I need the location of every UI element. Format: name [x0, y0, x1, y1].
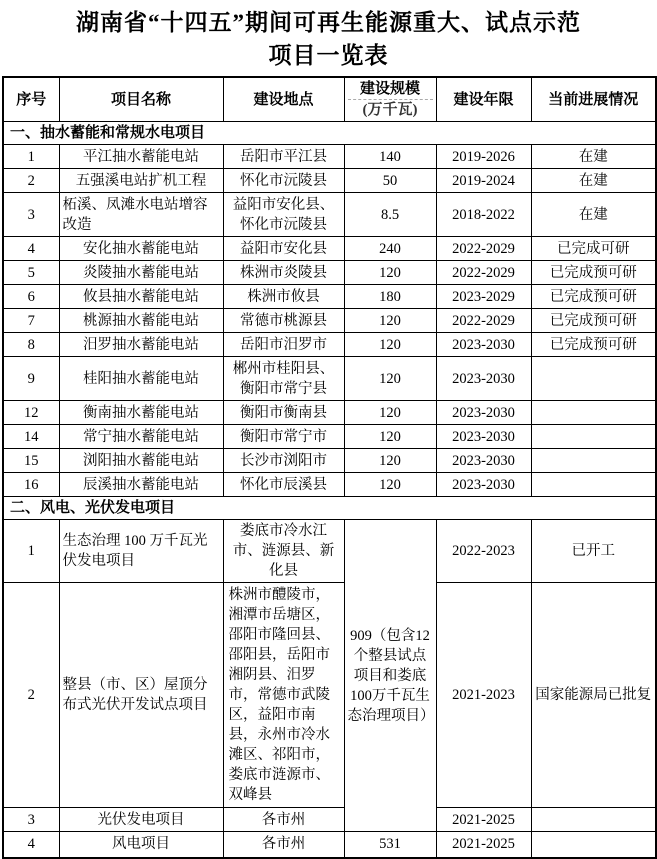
cell-years: 2023-2030: [436, 425, 531, 449]
cell-scale: 240: [344, 237, 436, 261]
cell-name: 光伏发电项目: [59, 808, 223, 832]
cell-progress: [531, 357, 656, 401]
cell-name: 安化抽水蓄能电站: [59, 237, 223, 261]
cell-location: 怀化市辰溪县: [223, 473, 344, 497]
cell-scale: 120: [344, 261, 436, 285]
cell-progress: 在建: [531, 145, 656, 169]
cell-years: 2023-2029: [436, 285, 531, 309]
cell-scale: 140: [344, 145, 436, 169]
cell-progress: [531, 808, 656, 832]
table-row: [3, 401, 656, 425]
col-header-scale-unit: (万千瓦): [348, 99, 433, 120]
cell-scale: 120: [344, 333, 436, 357]
cell-name: 五强溪电站扩机工程: [59, 169, 223, 193]
cell-name: 浏阳抽水蓄能电站: [59, 449, 223, 473]
cell-name: 炎陵抽水蓄能电站: [59, 261, 223, 285]
table-row: [3, 145, 656, 169]
cell-years: 2021-2025: [436, 832, 531, 858]
cell-years: 2018-2022: [436, 193, 531, 237]
cell-location: 株洲市攸县: [223, 285, 344, 309]
cell-no: 12: [3, 401, 59, 425]
cell-years: 2023-2030: [436, 333, 531, 357]
cell-years: 2022-2029: [436, 261, 531, 285]
document-title-line1: 湖南省“十四五”期间可再生能源重大、试点示范: [76, 10, 581, 35]
table-row: [3, 473, 656, 497]
table-row: [3, 425, 656, 449]
cell-name: 攸县抽水蓄能电站: [59, 285, 223, 309]
section2-title: 二、风电、光伏发电项目: [3, 497, 656, 520]
cell-no: 14: [3, 425, 59, 449]
cell-location: 怀化市沅陵县: [223, 169, 344, 193]
cell-years: 2022-2023: [436, 520, 531, 583]
cell-years: 2023-2030: [436, 473, 531, 497]
cell-name: 生态治理 100 万千瓦光伏发电项目: [59, 520, 223, 583]
cell-no: 8: [3, 333, 59, 357]
col-header-scale-line1: 建设规模: [359, 81, 420, 97]
cell-no: 4: [3, 832, 59, 858]
cell-progress: 在建: [531, 169, 656, 193]
cell-progress: 已完成预可研: [531, 261, 656, 285]
cell-location: 株洲市炎陵县: [223, 261, 344, 285]
cell-name: 平江抽水蓄能电站: [59, 145, 223, 169]
cell-no: 1: [3, 145, 59, 169]
projects-table: [2, 76, 657, 859]
cell-location: 岳阳市平江县: [223, 145, 344, 169]
cell-location: 常德市桃源县: [223, 309, 344, 333]
cell-name: 辰溪抽水蓄能电站: [59, 473, 223, 497]
cell-no: 3: [3, 808, 59, 832]
cell-progress: 已完成预可研: [531, 285, 656, 309]
cell-years: 2021-2023: [436, 583, 531, 808]
col-header-scale: [344, 77, 436, 122]
cell-name: 汨罗抽水蓄能电站: [59, 333, 223, 357]
cell-scale: 8.5: [344, 193, 436, 237]
col-header-location: 建设地点: [223, 77, 344, 122]
cell-years: 2019-2024: [436, 169, 531, 193]
table-header-row: [3, 77, 656, 122]
section2-header-row: [3, 497, 656, 520]
cell-no: 5: [3, 261, 59, 285]
table-row: [3, 237, 656, 261]
cell-no: 2: [3, 583, 59, 808]
table-row: [3, 261, 656, 285]
document-title: [0, 0, 657, 72]
cell-no: 7: [3, 309, 59, 333]
col-header-name: 项目名称: [59, 77, 223, 122]
cell-no: 1: [3, 520, 59, 583]
cell-name: 风电项目: [59, 832, 223, 858]
table-row: [3, 309, 656, 333]
table-row: [3, 193, 656, 237]
table-row: [3, 808, 656, 832]
table-row: [3, 333, 656, 357]
table-row: [3, 357, 656, 401]
cell-scale: 120: [344, 357, 436, 401]
cell-years: 2019-2026: [436, 145, 531, 169]
cell-name: 整县（市、区）屋顶分布式光伏开发试点项目: [59, 583, 223, 808]
cell-progress: 已完成预可研: [531, 333, 656, 357]
table-row: [3, 449, 656, 473]
cell-location: 娄底市冷水江市、涟源县、新化县: [223, 520, 344, 583]
cell-years: 2023-2030: [436, 449, 531, 473]
col-header-no: 序号: [3, 77, 59, 122]
cell-no: 16: [3, 473, 59, 497]
cell-location: 各市州: [223, 832, 344, 858]
cell-no: 2: [3, 169, 59, 193]
cell-progress: [531, 473, 656, 497]
cell-scale: 120: [344, 401, 436, 425]
cell-location: 益阳市安化县: [223, 237, 344, 261]
cell-years: 2022-2029: [436, 309, 531, 333]
cell-location: 郴州市桂阳县、衡阳市常宁县: [223, 357, 344, 401]
table-row: [3, 520, 656, 583]
section1-header-row: [3, 122, 656, 145]
cell-location: 衡阳市常宁市: [223, 425, 344, 449]
cell-progress: [531, 832, 656, 858]
cell-scale: 120: [344, 449, 436, 473]
cell-no: 6: [3, 285, 59, 309]
cell-name: 桂阳抽水蓄能电站: [59, 357, 223, 401]
cell-location: 益阳市安化县、怀化市沅陵县: [223, 193, 344, 237]
cell-scale: 50: [344, 169, 436, 193]
col-header-progress: 当前进展情况: [531, 77, 656, 122]
cell-progress: 已完成可研: [531, 237, 656, 261]
cell-scale: 120: [344, 473, 436, 497]
cell-name: 常宁抽水蓄能电站: [59, 425, 223, 449]
cell-no: 4: [3, 237, 59, 261]
cell-scale: 531: [344, 832, 436, 858]
document-title-line2: 项目一览表: [268, 43, 389, 68]
cell-years: 2021-2025: [436, 808, 531, 832]
cell-progress: 已开工: [531, 520, 656, 583]
table-row: [3, 169, 656, 193]
cell-name: 柘溪、凤滩水电站增容改造: [59, 193, 223, 237]
cell-progress: 已完成预可研: [531, 309, 656, 333]
table-row: [3, 285, 656, 309]
cell-name: 桃源抽水蓄能电站: [59, 309, 223, 333]
cell-scale: 120: [344, 425, 436, 449]
table-row: [3, 832, 656, 858]
cell-progress: [531, 425, 656, 449]
cell-progress: 在建: [531, 193, 656, 237]
col-header-years: 建设年限: [436, 77, 531, 122]
cell-years: 2022-2029: [436, 237, 531, 261]
table-row: [3, 583, 656, 808]
cell-years: 2023-2030: [436, 357, 531, 401]
cell-location: 各市州: [223, 808, 344, 832]
cell-scale: 180: [344, 285, 436, 309]
cell-no: 9: [3, 357, 59, 401]
cell-no: 15: [3, 449, 59, 473]
cell-scale: 120: [344, 309, 436, 333]
cell-years: 2023-2030: [436, 401, 531, 425]
cell-name: 衡南抽水蓄能电站: [59, 401, 223, 425]
cell-location: 长沙市浏阳市: [223, 449, 344, 473]
cell-location: 株洲市醴陵市，湘潭市岳塘区，邵阳市隆回县、邵阳县，岳阳市湘阴县、汨罗市，常德市武陵区，益阳市南县，永州市冷水滩区、祁阳市，娄底市涟源市、双峰县: [223, 583, 344, 808]
cell-location: 衡阳市衡南县: [223, 401, 344, 425]
cell-scale-merged: 909（包含12个整县试点项目和娄底100万千瓦生态治理项目）: [344, 520, 436, 832]
cell-location: 岳阳市汨罗市: [223, 333, 344, 357]
cell-progress: [531, 449, 656, 473]
cell-no: 3: [3, 193, 59, 237]
cell-progress: [531, 401, 656, 425]
section1-title: 一、抽水蓄能和常规水电项目: [3, 122, 656, 145]
cell-progress: 国家能源局已批复: [531, 583, 656, 808]
